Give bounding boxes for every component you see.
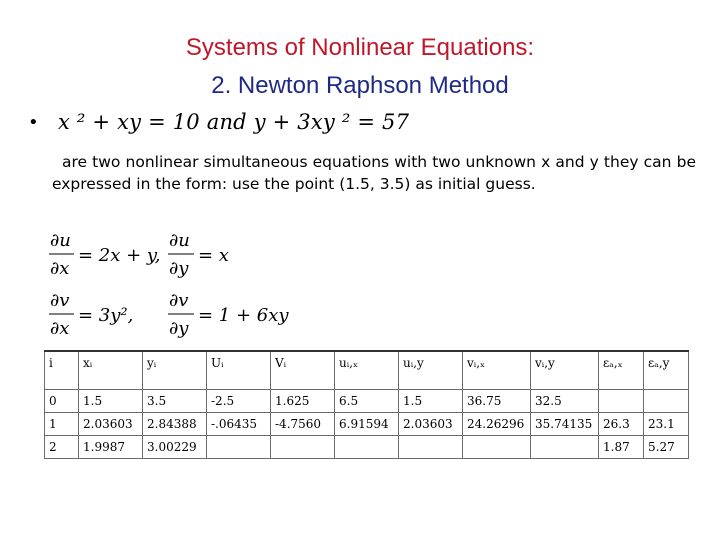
table-cell: 6.5 [335, 389, 399, 412]
header-cell: vᵢ,y [531, 351, 599, 389]
svg-text:∂v: ∂v [169, 290, 189, 311]
table-cell: 1.9987 [79, 435, 143, 458]
title-line-1: Systems of Nonlinear Equations: [185, 34, 535, 61]
table-header-row [45, 351, 689, 389]
table-cell: 1.87 [599, 435, 644, 458]
table-cell: 2.03603 [79, 412, 143, 435]
bullet-icon: • [28, 112, 39, 133]
table-row [45, 412, 689, 435]
table-cell: 5.27 [644, 435, 689, 458]
header-cell: xᵢ [79, 351, 143, 389]
table-cell [463, 435, 531, 458]
title-line-2: 2. Newton Raphson Method [211, 72, 509, 99]
header-cell: uᵢ,ₓ [335, 351, 399, 389]
svg-text:∂y: ∂y [169, 318, 189, 339]
partial-derivatives [44, 226, 304, 352]
svg-text:∂v: ∂v [50, 290, 70, 311]
description-paragraph: are two nonlinear simultaneous equations with two unknown x and y they can be expressed in the form: use the point (1.5, 3.5) as initial guess. [52, 153, 696, 193]
dv-dx-expression: = 3y², [78, 305, 134, 326]
table-cell: 26.3 [599, 412, 644, 435]
table-cell: 3.5 [143, 389, 207, 412]
table-row [45, 435, 689, 458]
table-cell: 35.74135 [531, 412, 599, 435]
table-cell: 1.625 [271, 389, 335, 412]
dv-dy-expression: = 1 + 6xy [198, 305, 289, 326]
table-cell [335, 435, 399, 458]
table-cell: 36.75 [463, 389, 531, 412]
table-cell [644, 389, 689, 412]
table-cell: 2.84388 [143, 412, 207, 435]
table-cell: 1.5 [399, 389, 463, 412]
table-cell: 2 [45, 435, 79, 458]
svg-text:∂u: ∂u [169, 230, 190, 251]
table-cell: 32.5 [531, 389, 599, 412]
dv-dy-fraction [168, 290, 194, 339]
table-cell: 24.26296 [463, 412, 531, 435]
table-cell: 3.00229 [143, 435, 207, 458]
iteration-table [44, 350, 689, 459]
header-cell: vᵢ,ₓ [463, 351, 531, 389]
du-dy-fraction [168, 230, 194, 279]
du-dy-expression: = x [198, 245, 229, 266]
table-cell: 0 [45, 389, 79, 412]
equations: x ² + xy = 10 and y + 3xy ² = 57 [58, 110, 410, 134]
header-cell: εₐ,y [644, 351, 689, 389]
table-cell: 2.03603 [399, 412, 463, 435]
header-cell: Vᵢ [271, 351, 335, 389]
table-cell [271, 435, 335, 458]
table-cell: 23.1 [644, 412, 689, 435]
table-cell: 1.5 [79, 389, 143, 412]
svg-text:∂x: ∂x [50, 318, 70, 339]
header-cell: yᵢ [143, 351, 207, 389]
du-dx-expression: = 2x + y, [78, 245, 161, 266]
table-cell [399, 435, 463, 458]
svg-text:∂x: ∂x [50, 258, 70, 279]
header-cell: uᵢ,y [399, 351, 463, 389]
table-cell: 1 [45, 412, 79, 435]
table-cell [207, 435, 271, 458]
table-cell: 6.91594 [335, 412, 399, 435]
table-cell: -.06435 [207, 412, 271, 435]
table-row [45, 389, 689, 412]
table-cell: -2.5 [207, 389, 271, 412]
header-cell: i [45, 351, 79, 389]
dv-dx-fraction [49, 290, 74, 339]
header-cell: Uᵢ [207, 351, 271, 389]
table-cell [531, 435, 599, 458]
svg-text:∂u: ∂u [50, 230, 71, 251]
table-cell [599, 389, 644, 412]
du-dx-fraction [49, 230, 74, 279]
table-cell: -4.7560 [271, 412, 335, 435]
svg-text:∂y: ∂y [169, 258, 189, 279]
header-cell: εₐ,ₓ [599, 351, 644, 389]
